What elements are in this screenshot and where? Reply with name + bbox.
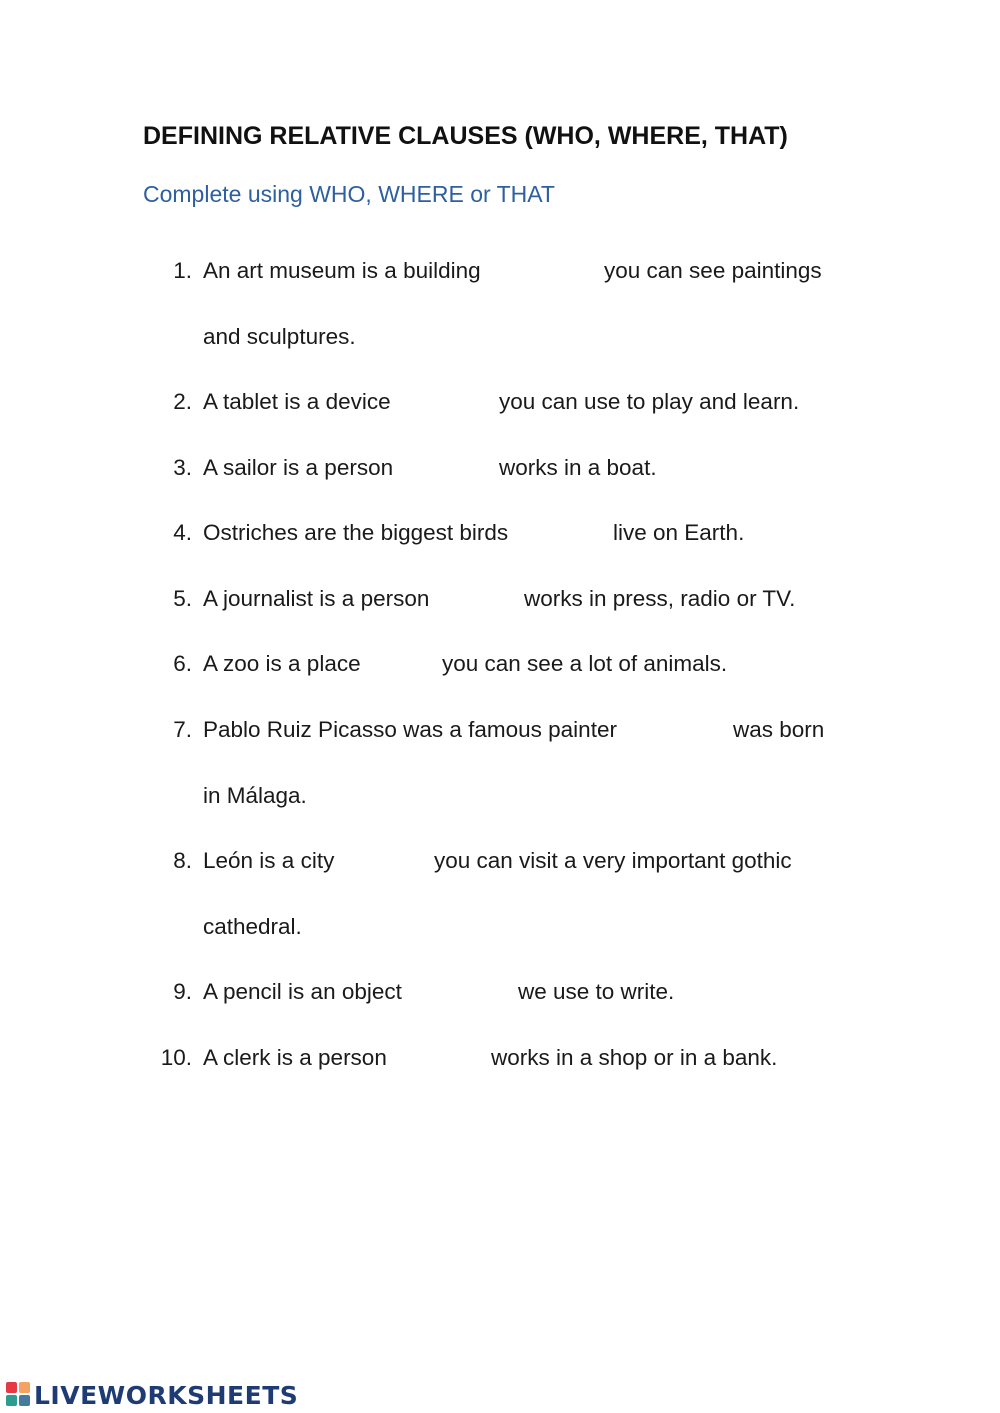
sentence-end: was born xyxy=(733,717,825,742)
liveworksheets-logo[interactable] xyxy=(6,1381,298,1409)
sentence-end: works in press, radio or TV. xyxy=(524,586,796,611)
item-number: 3. xyxy=(173,455,192,480)
sentence-start: León is a city xyxy=(203,848,335,873)
sentence-start: A tablet is a device xyxy=(203,389,391,414)
logo-mark-icon xyxy=(6,1382,32,1408)
answer-input-2[interactable] xyxy=(412,389,494,415)
list-item xyxy=(0,649,1000,679)
answer-input-4[interactable] xyxy=(540,520,608,546)
sentence-start: An art museum is a building xyxy=(203,258,481,283)
answer-input-10[interactable] xyxy=(404,1045,484,1071)
item-number: 7. xyxy=(173,717,192,742)
sentence-start: A zoo is a place xyxy=(203,651,361,676)
answer-input-6[interactable] xyxy=(374,651,436,677)
list-item xyxy=(0,977,1000,1007)
answer-input-5[interactable] xyxy=(456,586,518,612)
answer-input-9[interactable] xyxy=(426,979,512,1005)
sentence-end: we use to write. xyxy=(518,979,675,1004)
sentence-start: A journalist is a person xyxy=(203,586,430,611)
item-number: 6. xyxy=(173,651,192,676)
item-number: 4. xyxy=(173,520,192,545)
item-number: 9. xyxy=(173,979,192,1004)
list-item xyxy=(0,846,1000,876)
sentence-continuation: in Málaga. xyxy=(203,783,307,808)
item-number: 5. xyxy=(173,586,192,611)
sentence-continuation: cathedral. xyxy=(203,914,302,939)
sentence-continuation: and sculptures. xyxy=(203,324,356,349)
sentence-start: A clerk is a person xyxy=(203,1045,387,1070)
sentence-end: you can see paintings xyxy=(604,258,822,283)
sentence-start: A pencil is an object xyxy=(203,979,402,1004)
list-item xyxy=(0,584,1000,614)
sentence-start: Ostriches are the biggest birds xyxy=(203,520,509,545)
list-item xyxy=(0,1043,1000,1073)
answer-input-8[interactable] xyxy=(348,848,428,874)
list-item xyxy=(0,387,1000,417)
sentence-end: works in a boat. xyxy=(499,455,657,480)
item-number: 1. xyxy=(173,258,192,283)
list-item xyxy=(0,453,1000,483)
answer-input-3[interactable] xyxy=(412,455,494,481)
page-title: DEFINING RELATIVE CLAUSES (WHO, WHERE, THAT) xyxy=(143,122,788,150)
item-number: 2. xyxy=(173,389,192,414)
brand-name: LIVEWORKSHEETS xyxy=(34,1380,299,1410)
sentence-start: A sailor is a person xyxy=(203,455,394,480)
instructions: Complete using WHO, WHERE or THAT xyxy=(143,181,555,207)
item-number: 8. xyxy=(173,848,192,873)
sentence-end: you can use to play and learn. xyxy=(499,389,800,414)
answer-input-7[interactable] xyxy=(646,717,726,743)
sentence-end: you can see a lot of animals. xyxy=(442,651,728,676)
list-item xyxy=(0,715,1000,745)
answer-input-1[interactable] xyxy=(512,258,598,284)
sentence-end: you can visit a very important gothic xyxy=(434,848,792,873)
list-item xyxy=(0,518,1000,548)
list-item xyxy=(0,256,1000,286)
sentence-start: Pablo Ruiz Picasso was a famous painter xyxy=(203,717,617,742)
sentence-end: works in a shop or in a bank. xyxy=(491,1045,778,1070)
item-number: 10. xyxy=(160,1045,192,1070)
sentence-end: live on Earth. xyxy=(613,520,745,545)
